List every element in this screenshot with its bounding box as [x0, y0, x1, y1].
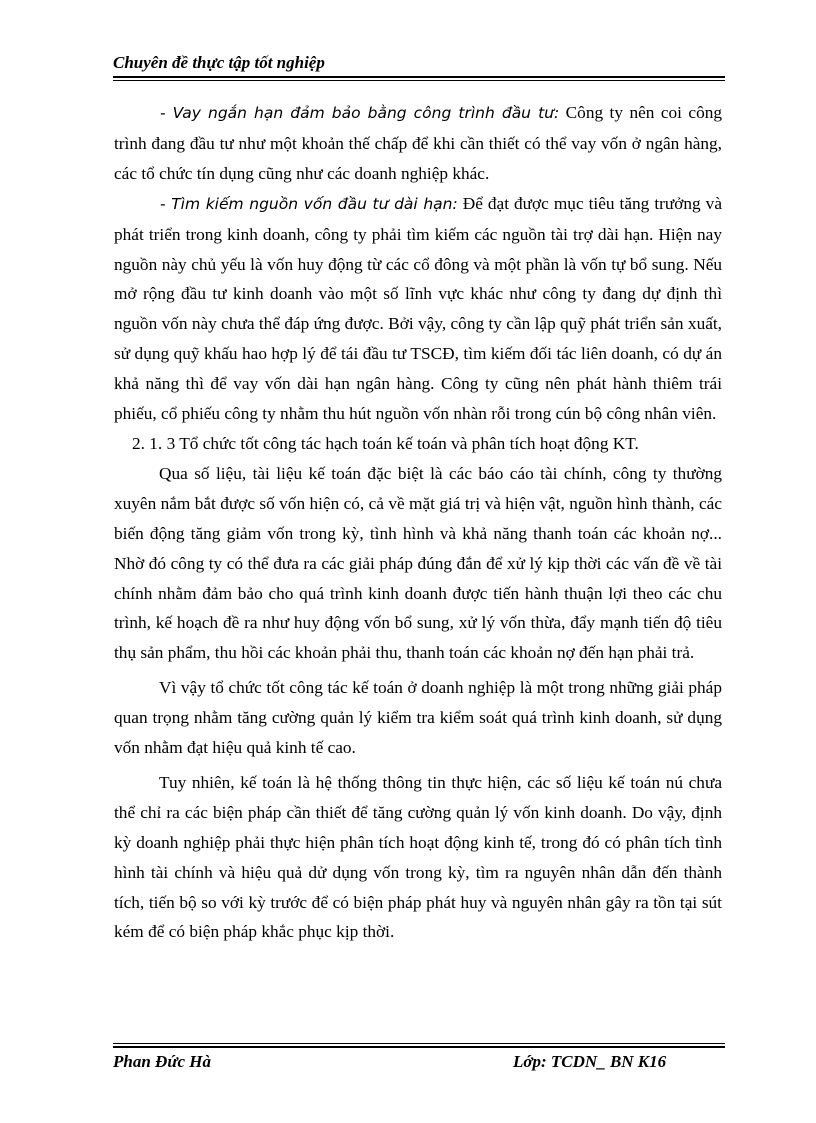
page-header [113, 52, 725, 74]
paragraph-accounting: Qua số liệu, tài liệu kế toán đặc biệt là các báo cáo tài chính, công ty thường xuyên nắm bắt được số vốn hiện có, cả về mặt giá trị và hiện vật, nguồn hình thành, các biến động tăng giảm vốn trong kỳ, tình hình và khả năng thanh toán các khoản nợ... Nhờ đó công ty có thể đưa ra các giải pháp đúng đắn để xử lý kịp thời các vấn đề về tài chính nhằm đảm bảo cho quá trình kinh doanh được tiến hành thuận lợi theo các chu trình, kế hoạch đề ra như huy động vốn bổ sung, xử lý vốn thừa, đẩy mạnh tiến độ tiêu thụ sản phẩm, thu hồi các khoản phải thu, thanh toán các khoản nợ đến hạn phải trả. [114, 463, 722, 663]
footer-author: Phan Đức Hà [113, 1052, 212, 1071]
page-footer [113, 1050, 725, 1074]
paragraph-label: - Tìm kiếm nguồn vốn đầu tư dài hạn: [160, 194, 458, 213]
paragraph-label: - Vay ngắn hạn đảm bảo bằng công trình đầu tư: [160, 104, 560, 122]
header-title: Chuyên đề thực tập tốt nghiệp [113, 53, 325, 72]
paragraph-text: Công ty nên coi công trình đang đầu tư như một khoản thế chấp để khi cần thiết có thể vay vốn ở ngân hàng, các tổ chức tín dụng cũng như các doanh nghiệp khác. [114, 103, 723, 183]
paragraph-short-term-loan [114, 98, 722, 189]
paragraph-therefore: Vì vậy tổ chức tốt công tác kế toán ở doanh nghiệp là một trong những giải pháp quan trọng nhằm tăng cường quản lý kiểm tra kiểm soát quá trình kinh doanh, sử dụng vốn nhằm đạt hiệu quả kinh tế cao. [114, 678, 722, 758]
section-heading: 2. 1. 3 Tổ chức tốt công tác hạch toán kế toán và phân tích hoạt động KT. [132, 433, 639, 453]
footer-class: Lớp: TCDN_ BN K16 [513, 1052, 667, 1071]
header-rule-thin [113, 80, 725, 81]
document-body [114, 98, 722, 947]
footer-rule-thin [113, 1043, 725, 1044]
footer-rule-thick [113, 1046, 725, 1048]
paragraph-text: Để đạt được mục tiêu tăng trưởng và phát triển trong kinh doanh, công ty phải tìm kiếm các nguồn tài trợ dài hạn. Hiện nay nguồn này chủ yếu là vốn huy động từ các cổ đông và một phần là vốn tự bổ sung. Nếu mở rộng đầu tư kinh doanh vào một số lĩnh vực khác như công ty đang dự định thì nguồn vốn này chưa thể đáp ứng được. Bởi vậy, công ty cần lập quỹ phát triển sản xuất, sử dụng quỹ khấu hao hợp lý để tái đầu tư TSCĐ, tìm kiếm đối tác liên doanh, có dự án khả năng thì để vay vốn dài hạn ngân hàng. Công ty cũng nên phát hành thiêm trái phiếu, cổ phiếu công ty nhằm thu hút nguồn vốn nhàn rỗi trong cún bộ công nhân viên. [114, 193, 722, 424]
header-rule-thick [113, 76, 725, 78]
paragraph-long-term-capital [114, 189, 722, 429]
paragraph-however: Tuy nhiên, kế toán là hệ thống thông tin thực hiện, các số liệu kế toán nú chưa thể chỉ ra các biện pháp cần thiết để tăng cường quản lý vốn kinh doanh. Do vậy, định kỳ doanh nghiệp phải thực hiện phân tích hoạt động kinh tế, trong đó có phân tích tình hình tài chính và hiệu quả dử dụng vốn trong kỳ, tìm ra nguyên nhân dẫn đến thành tích, tiến bộ so với kỳ trước để có biện pháp phát huy và nguyên nhân gây ra tồn tại sút kém để có biện pháp khắc phục kịp thời. [114, 772, 722, 942]
